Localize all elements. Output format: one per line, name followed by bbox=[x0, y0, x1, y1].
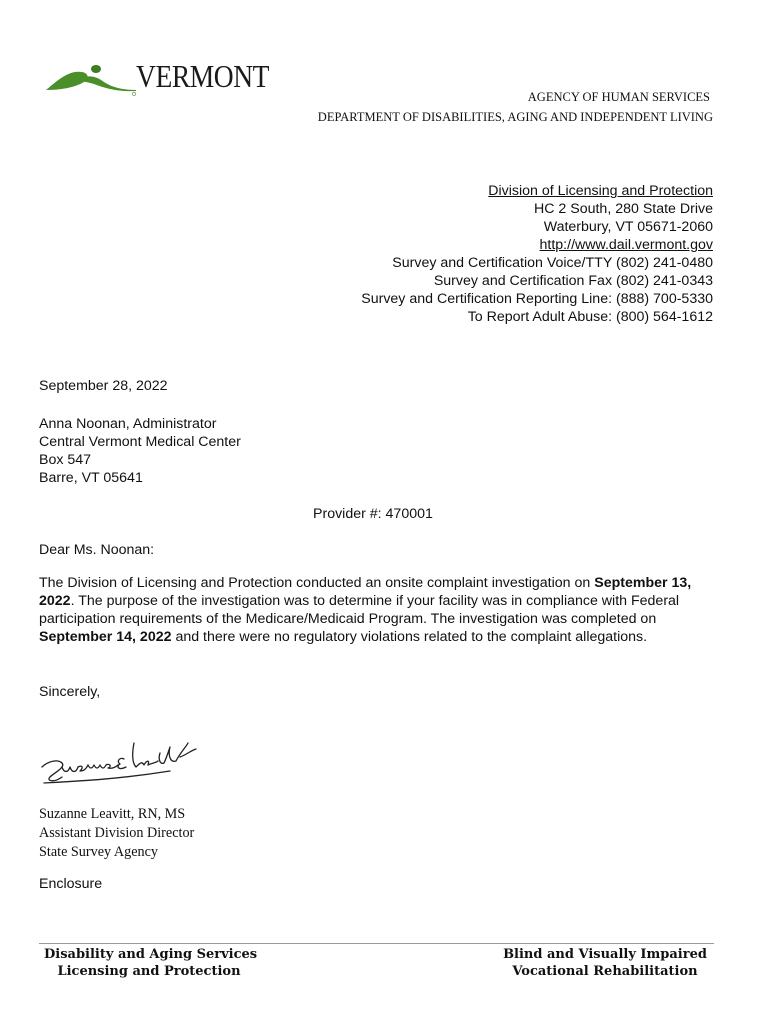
footer-right-line-2: Vocational Rehabilitation bbox=[512, 964, 698, 979]
voice-line: Survey and Certification Voice/TTY (802) 241-0480 bbox=[392, 255, 713, 271]
provider-number: Provider #: 470001 bbox=[313, 506, 433, 522]
footer-right-line-1: Blind and Visually Impaired bbox=[503, 947, 707, 962]
footer-left-line-2: Licensing and Protection bbox=[57, 964, 241, 979]
recipient-address bbox=[39, 415, 241, 487]
footer-left bbox=[44, 946, 258, 980]
recipient-city: Barre, VT 05641 bbox=[39, 470, 143, 486]
footer-left-line-1: Disability and Aging Services bbox=[44, 947, 258, 962]
footer-right bbox=[496, 946, 714, 980]
address-line-1: HC 2 South, 280 State Drive bbox=[533, 201, 713, 217]
handwritten-signature bbox=[40, 733, 200, 793]
department-name: DEPARTMENT OF DISABILITIES, AGING AND INDEPENDENT LIVING bbox=[317, 110, 713, 124]
footer-divider bbox=[39, 943, 714, 944]
enclosure-note: Enclosure bbox=[39, 876, 103, 892]
abuse-line: To Report Adult Abuse: (800) 564-1612 bbox=[467, 309, 713, 325]
closing: Sincerely, bbox=[39, 684, 101, 700]
paragraph-part-1: The Division of Licensing and Protection conducted an onsite complaint investigation on bbox=[39, 575, 595, 591]
vermont-logo bbox=[44, 58, 284, 102]
signature-block bbox=[39, 805, 194, 862]
agency-name: AGENCY OF HUMAN SERVICES bbox=[527, 90, 710, 104]
division-name: Division of Licensing and Protection bbox=[488, 183, 713, 199]
letter-date: September 28, 2022 bbox=[39, 378, 168, 394]
recipient-org: Central Vermont Medical Center bbox=[39, 434, 241, 450]
contact-block bbox=[361, 182, 713, 326]
logo-wordmark: VERMONT bbox=[136, 58, 270, 94]
signer-agency: State Survey Agency bbox=[39, 844, 158, 860]
letter-paragraph bbox=[39, 574, 719, 646]
recipient-box: Box 547 bbox=[39, 452, 92, 468]
vermont-mountain-icon bbox=[44, 60, 140, 100]
recipient-name: Anna Noonan, Administrator bbox=[39, 416, 217, 432]
fax-line: Survey and Certification Fax (802) 241-0343 bbox=[433, 273, 713, 289]
paragraph-part-3: and there were no regulatory violations related to the complaint allegations. bbox=[171, 629, 648, 645]
signer-title: Assistant Division Director bbox=[39, 825, 195, 841]
salutation: Dear Ms. Noonan: bbox=[39, 542, 155, 558]
website-link[interactable]: http://www.dail.vermont.gov bbox=[539, 237, 713, 253]
reporting-line: Survey and Certification Reporting Line: (888) 700-5330 bbox=[361, 291, 713, 307]
paragraph-part-2: . The purpose of the investigation was to determine if your facility was in compliance with Federal participation requirements of the Medicare/Medicaid Program. The investigation was completed on bbox=[39, 593, 680, 627]
signer-name: Suzanne Leavitt, RN, MS bbox=[39, 806, 186, 822]
address-line-2: Waterbury, VT 05671-2060 bbox=[543, 219, 713, 235]
investigation-start-date: September 13, 2022 bbox=[39, 575, 692, 609]
investigation-end-date: September 14, 2022 bbox=[39, 629, 172, 645]
